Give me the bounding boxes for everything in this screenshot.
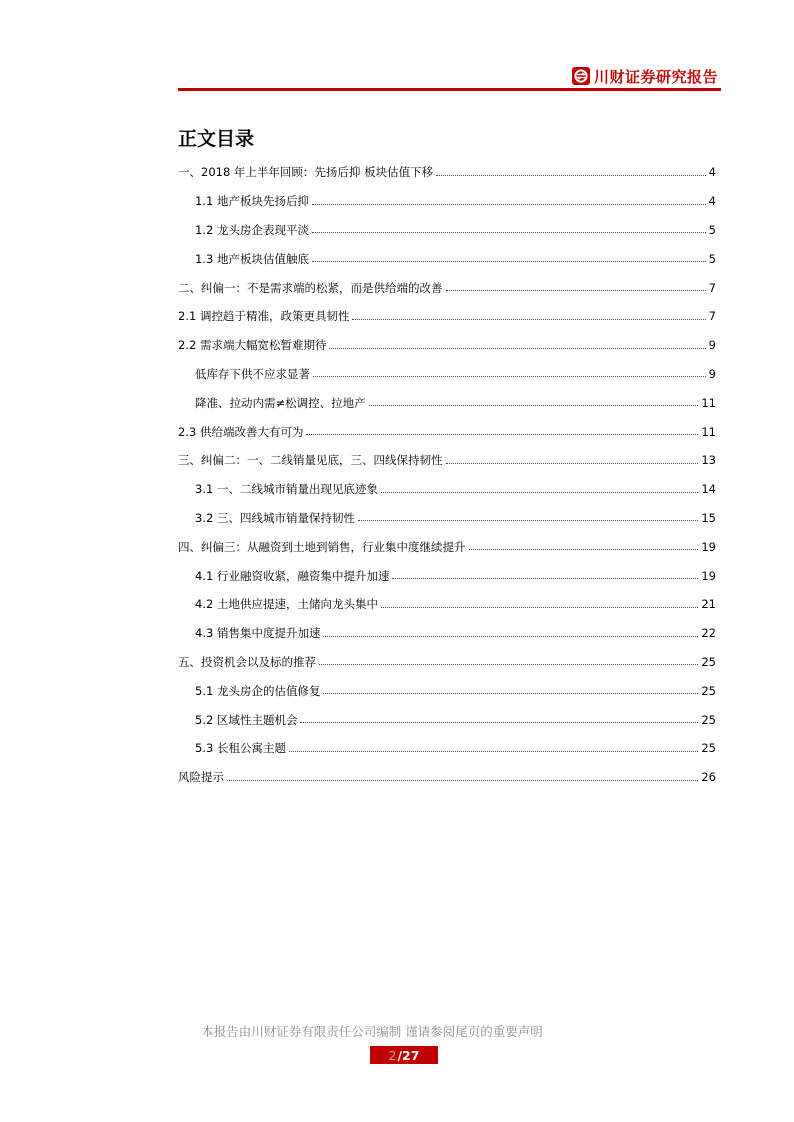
toc-entry[interactable]	[178, 475, 716, 504]
toc-entry-page[interactable]: 14	[701, 482, 716, 497]
toc-entry-label[interactable]: 2.3 供给端改善大有可为	[178, 424, 304, 439]
toc-entry[interactable]	[178, 244, 716, 273]
footer-disclaimer: 本报告由川财证券有限责任公司编制 谨请参阅尾页的重要声明	[201, 1024, 543, 1039]
toc-entry-page[interactable]: 22	[701, 626, 716, 641]
toc-entry-label[interactable]: 4.1 行业融资收紧，融资集中提升加速	[195, 568, 390, 583]
toc-entry-page[interactable]: 19	[701, 568, 716, 583]
dot-leader	[312, 232, 706, 233]
toc-entry-label[interactable]: 低库存下供不应求显著	[195, 366, 310, 381]
toc-entry-label[interactable]: 3.2 三、四线城市销量保持韧性	[195, 510, 355, 525]
toc-entry[interactable]	[178, 388, 716, 417]
toc-entry[interactable]	[178, 273, 716, 302]
dot-leader	[352, 319, 705, 320]
toc-entry[interactable]	[178, 648, 716, 677]
table-of-contents	[178, 158, 716, 792]
dot-leader	[323, 693, 698, 694]
toc-title: 正文目录	[178, 128, 255, 150]
toc-entry[interactable]	[178, 216, 716, 245]
dot-leader	[313, 376, 706, 377]
toc-entry-label[interactable]: 降准、拉动内需≠松调控、拉地产	[195, 395, 366, 410]
toc-entry[interactable]	[178, 158, 716, 187]
dot-leader	[306, 434, 698, 435]
toc-entry-page[interactable]: 9	[708, 338, 716, 353]
toc-entry-page[interactable]: 4	[708, 194, 716, 209]
toc-entry[interactable]	[178, 763, 716, 792]
toc-entry-page[interactable]: 19	[701, 539, 716, 554]
chuancai-logo-icon	[572, 67, 590, 85]
dot-leader	[300, 722, 698, 723]
toc-entry-label[interactable]: 5.1 龙头房企的估值修复	[195, 683, 321, 698]
toc-entry-label[interactable]: 风险提示	[178, 770, 224, 785]
dot-leader	[358, 520, 698, 521]
page-number-badge	[370, 1046, 438, 1064]
toc-entry[interactable]	[178, 590, 716, 619]
toc-entry[interactable]	[178, 331, 716, 360]
dot-leader	[289, 751, 698, 752]
toc-entry-page[interactable]: 21	[701, 597, 716, 612]
dot-leader	[227, 780, 698, 781]
dot-leader	[436, 175, 706, 176]
dot-leader	[329, 348, 705, 349]
toc-entry-page[interactable]: 7	[708, 280, 716, 295]
toc-entry-label[interactable]: 1.2 龙头房企表现平淡	[195, 222, 309, 237]
toc-entry[interactable]	[178, 561, 716, 590]
dot-leader	[446, 463, 699, 464]
dot-leader	[469, 549, 699, 550]
toc-entry-page[interactable]: 25	[701, 683, 716, 698]
toc-entry[interactable]	[178, 446, 716, 475]
toc-entry-label[interactable]: 5.3 长租公寓主题	[195, 741, 286, 756]
header-divider	[178, 88, 721, 91]
toc-entry-page[interactable]: 15	[701, 510, 716, 525]
dot-leader	[323, 636, 698, 637]
toc-entry-page[interactable]: 11	[701, 424, 716, 439]
toc-entry-label[interactable]: 4.3 销售集中度提升加速	[195, 626, 321, 641]
toc-entry[interactable]	[178, 532, 716, 561]
toc-entry-label[interactable]: 4.2 土地供应提速，土储向龙头集中	[195, 597, 378, 612]
toc-entry-label[interactable]: 2.2 需求端大幅宽松暂难期待	[178, 338, 327, 353]
toc-entry-label[interactable]: 3.1 一、二线城市销量出现见底迹象	[195, 482, 378, 497]
toc-entry-label[interactable]: 2.1 调控趋于精准，政策更具韧性	[178, 309, 350, 324]
toc-entry-label[interactable]: 1.1 地产板块先扬后抑	[195, 194, 309, 209]
dot-leader	[319, 664, 698, 665]
toc-entry-page[interactable]: 7	[708, 309, 716, 324]
toc-entry[interactable]	[178, 302, 716, 331]
dot-leader	[446, 290, 706, 291]
toc-entry-label[interactable]: 5.2 区域性主题机会	[195, 712, 298, 727]
toc-entry[interactable]	[178, 417, 716, 446]
toc-entry-page[interactable]: 11	[701, 395, 716, 410]
toc-entry[interactable]	[178, 705, 716, 734]
toc-entry[interactable]	[178, 187, 716, 216]
header-brand	[572, 64, 718, 88]
toc-entry[interactable]	[178, 619, 716, 648]
dot-leader	[312, 204, 706, 205]
toc-entry-label[interactable]: 四、纠偏三：从融资到土地到销售，行业集中度继续提升	[178, 539, 466, 554]
toc-entry-page[interactable]: 5	[708, 251, 716, 266]
page-current: 2	[388, 1047, 397, 1063]
toc-entry-label[interactable]: 二、纠偏一：不是需求端的松紧，而是供给端的改善	[178, 280, 443, 295]
toc-entry[interactable]	[178, 360, 716, 389]
toc-entry[interactable]	[178, 734, 716, 763]
toc-entry-page[interactable]: 5	[708, 222, 716, 237]
dot-leader	[312, 261, 706, 262]
toc-entry-label[interactable]: 1.3 地产板块估值触底	[195, 251, 309, 266]
toc-entry-page[interactable]: 26	[701, 770, 716, 785]
dot-leader	[381, 607, 698, 608]
dot-leader	[392, 578, 698, 579]
toc-entry-page[interactable]: 13	[701, 453, 716, 468]
dot-leader	[381, 492, 698, 493]
toc-entry-page[interactable]: 9	[708, 366, 716, 381]
toc-entry-page[interactable]: 4	[708, 165, 716, 180]
toc-entry[interactable]	[178, 504, 716, 533]
toc-entry-label[interactable]: 五、投资机会以及标的推荐	[178, 654, 316, 669]
dot-leader	[369, 405, 699, 406]
toc-entry-label[interactable]: 一、2018 年上半年回顾：先扬后抑 板块估值下移	[178, 165, 434, 180]
brand-title: 川财证券研究报告	[593, 67, 718, 86]
toc-entry-page[interactable]: 25	[701, 654, 716, 669]
toc-entry-label[interactable]: 三、纠偏二：一、二线销量见底，三、四线保持韧性	[178, 453, 443, 468]
toc-entry-page[interactable]: 25	[701, 741, 716, 756]
toc-entry[interactable]	[178, 676, 716, 705]
page-total: /27	[397, 1047, 420, 1063]
toc-entry-page[interactable]: 25	[701, 712, 716, 727]
